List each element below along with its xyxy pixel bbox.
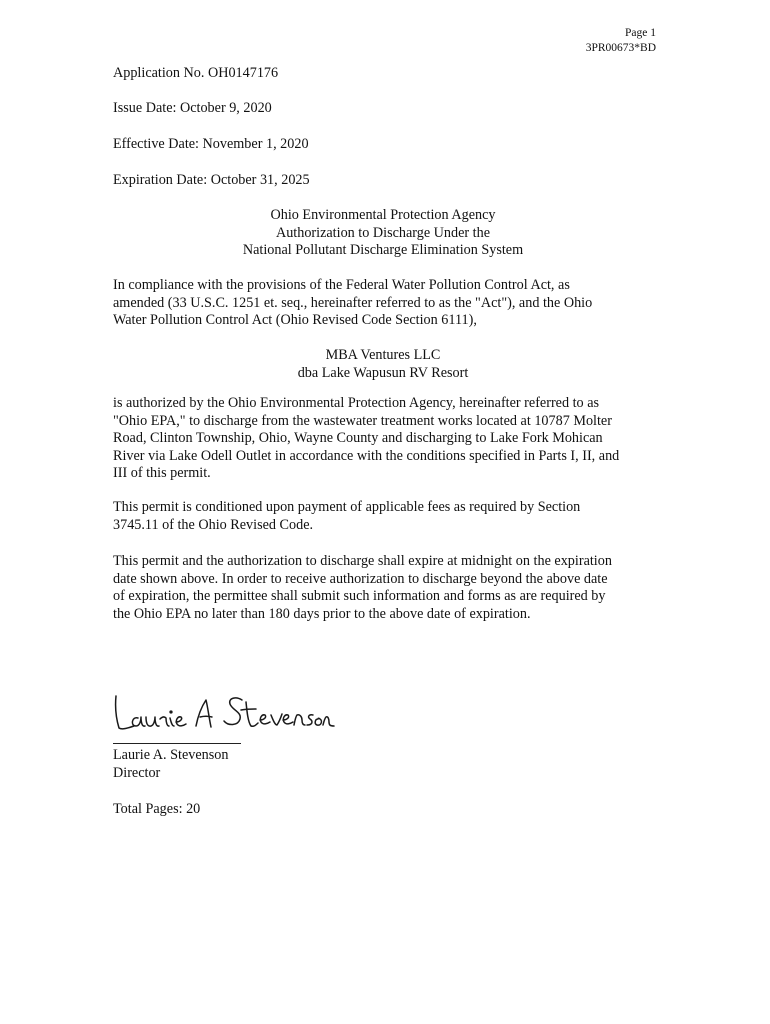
agency-name: Ohio Environmental Protection Agency <box>270 207 496 223</box>
paragraph-line: This permit is conditioned upon payment of applicable fees as required by Section <box>113 499 581 515</box>
paragraph-line: amended (33 U.S.C. 1251 et. seq., hereinafter referred to as the "Act"), and the Ohio <box>113 294 593 311</box>
signatory-title: Director <box>113 764 161 781</box>
fees-paragraph <box>113 499 658 534</box>
authorization-paragraph <box>113 395 658 483</box>
paragraph-line: "Ohio EPA," to discharge from the wastewater treatment works located at 10787 Molter <box>113 412 612 429</box>
paragraph-line: the Ohio EPA no later than 180 days prior to the above date of expiration. <box>113 605 531 622</box>
paragraph-line: of expiration, the permittee shall submit such information and forms as are required by <box>113 588 606 605</box>
system-name: National Pollutant Discharge Elimination System <box>242 242 524 259</box>
page-number: Page 1 <box>625 27 656 39</box>
expiration-paragraph <box>113 553 658 623</box>
permittee-block <box>113 347 653 382</box>
paragraph-line: 3745.11 of the Ohio Revised Code. <box>113 516 314 533</box>
total-pages: Total Pages: 20 <box>113 801 201 817</box>
effective-date: Effective Date: November 1, 2020 <box>113 136 309 152</box>
expiration-date: Expiration Date: October 31, 2025 <box>113 172 310 188</box>
agency-title-block <box>113 207 653 260</box>
signatory-name: Laurie A. Stevenson <box>113 747 229 763</box>
issue-date: Issue Date: October 9, 2020 <box>113 100 272 116</box>
paragraph-line: date shown above. In order to receive authorization to discharge beyond the above date <box>113 570 608 587</box>
paragraph-line: is authorized by the Ohio Environmental Protection Agency, hereinafter referred to as <box>113 395 600 411</box>
authorization-heading: Authorization to Discharge Under the <box>275 224 491 241</box>
document-code: 3PR00673*BD <box>585 42 656 54</box>
compliance-paragraph <box>113 277 658 330</box>
paragraph-line: Water Pollution Control Act (Ohio Revised Code Section 6111), <box>113 312 477 329</box>
paragraph-line: In compliance with the provisions of the Federal Water Pollution Control Act, as <box>113 277 570 293</box>
application-number: Application No. OH0147176 <box>113 65 279 81</box>
page-header <box>586 26 656 56</box>
permittee-name: MBA Ventures LLC <box>325 347 441 363</box>
permittee-dba: dba Lake Wapusun RV Resort <box>297 364 469 381</box>
signatory-block <box>113 747 228 782</box>
handwritten-signature <box>110 686 335 742</box>
paragraph-line: III of this permit. <box>113 465 211 482</box>
signature-line <box>113 743 241 744</box>
paragraph-line: River via Lake Odell Outlet in accordance with the conditions specified in Parts I, II, and <box>113 447 620 464</box>
paragraph-line: This permit and the authorization to discharge shall expire at midnight on the expiration <box>113 553 612 569</box>
paragraph-line: Road, Clinton Township, Ohio, Wayne County and discharging to Lake Fork Mohican <box>113 430 603 447</box>
